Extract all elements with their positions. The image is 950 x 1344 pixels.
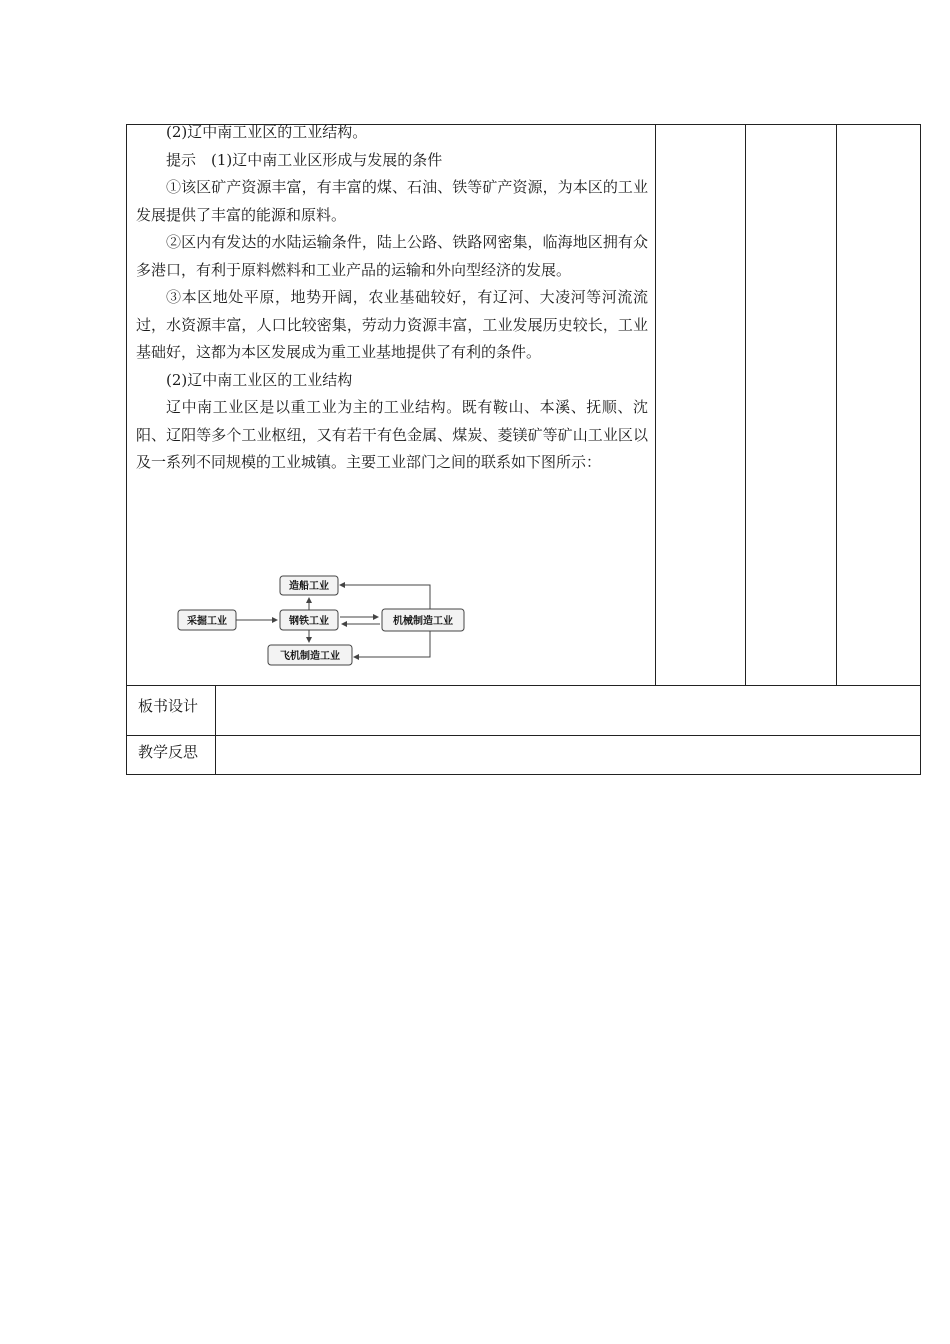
arrow-machinery-to-shipbuilding	[340, 585, 430, 609]
column-divider	[745, 124, 746, 686]
paragraph-structure-question: (2)辽中南工业区的工业结构。	[166, 123, 368, 141]
column-divider	[836, 124, 837, 686]
column-divider	[655, 124, 656, 686]
node-mining	[178, 610, 236, 630]
node-shipbuilding-label: 造船工业	[289, 581, 329, 592]
paragraph-structure-description: 辽中南工业区是以重工业为主的工业结构。既有鞍山、本溪、抚顺、沈阳、辽阳等多个工业枢纽，又有若干有色金属、煤炭、菱镁矿等矿山工业区以及一系列不同规模的工业城镇。主要工业部门之间的联系如下图所示：	[136, 398, 648, 471]
row-divider	[126, 735, 921, 736]
paragraph-hint-heading: 提示 (1)辽中南工业区形成与发展的条件	[166, 150, 443, 169]
row-divider	[126, 685, 921, 686]
arrow-machinery-to-aircraft	[354, 631, 430, 657]
node-aircraft-label: 飞机制造工业	[280, 651, 340, 662]
paragraph-mineral-resources: ①该区矿产资源丰富，有丰富的煤、石油、铁等矿产资源，为本区的工业发展提供了丰富的能源和原料。	[136, 178, 648, 224]
node-steel	[280, 610, 338, 630]
paragraph-transport: ②区内有发达的水陆运输条件，陆上公路、铁路网密集，临海地区拥有众多港口，有利于原料燃料和工业产品的运输和外向型经济的发展。	[136, 233, 648, 279]
teaching-reflection-label: 教学反思	[138, 743, 199, 761]
node-steel-label: 钢铁工业	[289, 616, 329, 627]
node-machinery	[382, 609, 464, 631]
label-column-divider	[215, 685, 216, 775]
paragraph-structure-heading: (2)辽中南工业区的工业结构	[166, 370, 353, 389]
node-shipbuilding	[280, 576, 338, 595]
industry-linkage-diagram	[170, 570, 470, 670]
node-machinery-label: 机械制造工业	[393, 616, 453, 627]
node-aircraft	[268, 645, 352, 665]
node-mining-label: 采掘工业	[187, 616, 227, 627]
paragraph-terrain-labor: ③本区地处平原，地势开阔，农业基础较好，有辽河、大凌河等河流流过，水资源丰富，人口比较密集，劳动力资源丰富，工业发展历史较长，工业基础好，这都为本区发展成为重工业基地提供了有利的条件。	[136, 288, 648, 361]
lesson-content	[136, 122, 648, 477]
board-design-label: 板书设计	[138, 697, 199, 715]
